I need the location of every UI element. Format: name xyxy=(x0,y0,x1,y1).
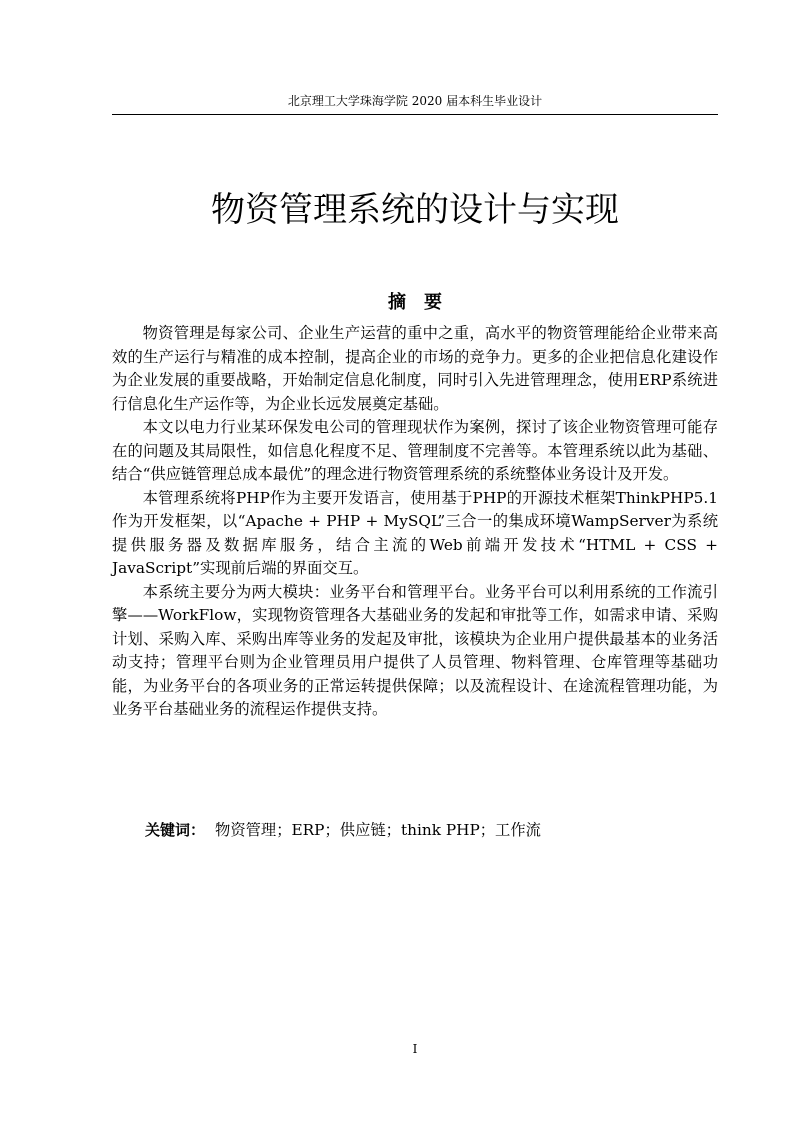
paper-title: 物资管理系统的设计与实现 xyxy=(211,190,619,230)
abstract-paragraph: 本系统主要分为两大模块：业务平台和管理平台。业务平台可以利用系统的工作流引擎——WorkFlow，实现物资管理各大基础业务的发起和审批等工作，如需求申请、采购计划、采购入库、采购出库等业务的发起及审批，该模块为企业用户提供最基本的业务活动支持；管理平台则为企业管理员用户提供了人员管理、物料管理、仓库管理等基础功能，为业务平台的各项业务的正常运转提供保障；以及流程设计、在途流程管理功能，为业务平台基础业务的流程运作提供支持。 xyxy=(112,582,718,718)
page-number: I xyxy=(412,1042,418,1056)
header-rule xyxy=(112,114,718,115)
abstract-heading: 摘要 xyxy=(388,292,460,313)
abstract-paragraph: 本管理系统将PHP作为主要开发语言，使用基于PHP的开源技术框架ThinkPHP5.1作为开发框架，以“Apache + PHP + MySQL”三合一的集成环境WampServer为系统提供服务器及数据库服务，结合主流的Web前端开发技术“HTML + CSS + JavaScript”实现前后端的界面交互。 xyxy=(112,488,718,577)
running-header: 北京理工大学珠海学院 2020 届本科生毕业设计 xyxy=(287,94,543,108)
keywords xyxy=(145,818,718,842)
abstract-paragraph: 物资管理是每家公司、企业生产运营的重中之重，高水平的物资管理能给企业带来高效的生产运行与精准的成本控制，提高企业的市场的竞争力。更多的企业把信息化建设作为企业发展的重要战略，开始制定信息化制度，同时引入先进管理理念，使用ERP系统进行信息化生产运作等，为企业长远发展奠定基础。 xyxy=(112,324,718,413)
keywords-value: 物资管理；ERP；供应链；think PHP；工作流 xyxy=(215,821,541,839)
abstract-paragraph: 本文以电力行业某环保发电公司的管理现状作为案例，探讨了该企业物资管理可能存在的问题及其局限性，如信息化程度不足、管理制度不完善等。本管理系统以此为基础、结合“供应链管理总成本最优”的理念进行物资管理系统的系统整体业务设计及开发。 xyxy=(112,418,718,483)
keywords-label: 关键词： xyxy=(145,821,206,839)
abstract-body xyxy=(112,322,718,722)
